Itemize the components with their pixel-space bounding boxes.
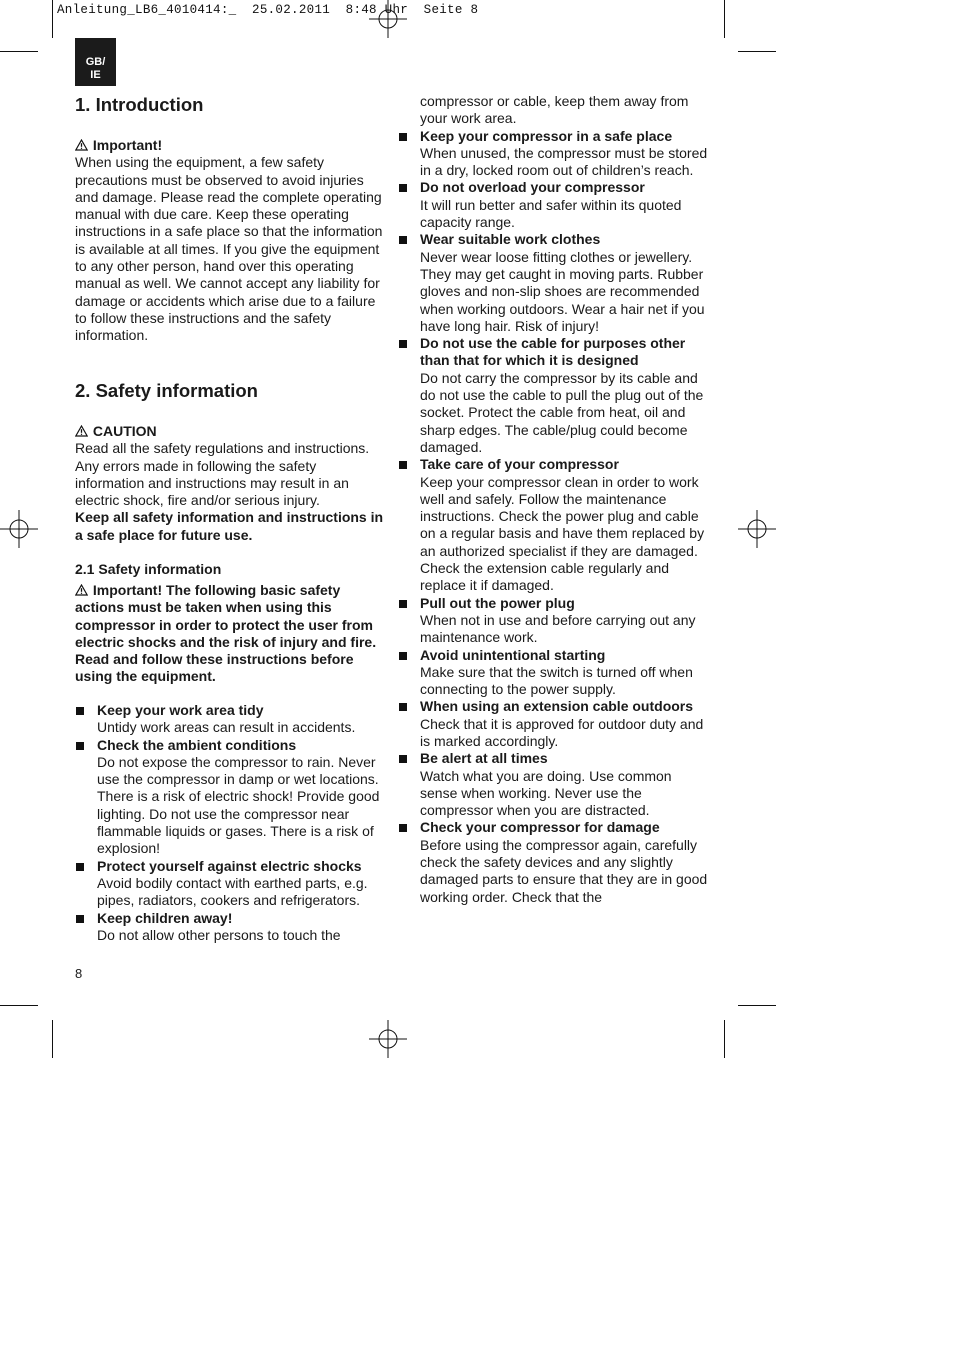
list-item-desc: Untidy work areas can result in accidents. <box>97 719 356 736</box>
list-item-title: Keep children away! <box>97 909 233 926</box>
list-item-title: Keep your work area tidy <box>97 702 264 718</box>
list-item-desc: Check that it is approved for outdoor duty and is marked accordingly. <box>420 715 704 749</box>
list-item-desc: When unused, the compressor must be stored in a dry, locked room out of children’s reach. <box>420 144 708 179</box>
list-item-title: Do not use the cable for purposes other than that for which it is designed <box>420 335 686 369</box>
crop-mark-tr-h <box>738 51 776 52</box>
crop-mark-br-h <box>738 1005 776 1006</box>
page-number: 8 <box>75 966 83 981</box>
list-item <box>398 456 708 594</box>
crop-mark-tl-h <box>0 51 38 52</box>
crop-mark-br-v <box>724 1020 725 1058</box>
intro-important-label-row <box>75 137 385 154</box>
list-item-desc: Keep your compressor clean in order to work well and safely. Follow the maintenance instructions. Check the power plug and cable on a regular basis and have them replaced by an authorized specialist if they are damaged. Check the extension cable regularly and replace it if damaged. <box>420 473 705 594</box>
list-item <box>75 858 385 910</box>
list-item-desc: compressor or cable, keep them away from your work area. <box>420 93 689 127</box>
bullet-square-icon <box>399 755 407 763</box>
list-item-title: Wear suitable work clothes <box>420 231 601 248</box>
language-badge <box>75 38 116 86</box>
list-item-desc: It will run better and safer within its quoted capacity range. <box>420 196 682 231</box>
registration-mark-right <box>738 510 776 548</box>
bullet-square-icon <box>76 863 84 871</box>
list-item-desc: Do not expose the compressor to rain. Never use the compressor in damp or wet locations. There is a risk of electric shock! Provide good lighting. Do not use the compressor near flammable liquids or gases. There is a risk of explosion! <box>97 753 380 857</box>
list-item <box>75 910 385 945</box>
list-item-title: Keep your compressor in a safe place <box>420 127 673 144</box>
list-item-title: Take care of your compressor <box>420 456 619 473</box>
bullet-square-icon <box>399 652 407 660</box>
list-item-desc: Do not allow other persons to touch the <box>97 926 341 943</box>
crop-mark-bl-h <box>0 1005 38 1006</box>
safety-subheading: 2.1 Safety information <box>75 561 222 577</box>
list-item-desc: Watch what you are doing. Use common sense when working. Never use the compressor when you are distracted. <box>420 767 672 819</box>
caution-body: Read all the safety regulations and instructions. Any errors made in following the safety information and instructions may result in an electric shock, fire and/or serious injury. <box>75 440 370 509</box>
bullet-square-icon <box>399 236 407 244</box>
bullet-square-icon <box>399 133 407 141</box>
bullet-square-icon <box>76 915 84 923</box>
list-item <box>398 231 708 335</box>
bullet-square-icon <box>399 340 407 348</box>
registration-mark-bottom <box>369 1020 407 1058</box>
list-item-desc: Before using the compressor again, carefully check the safety devices and any slightly damaged parts to ensure that they are in good working order. Check that the <box>420 836 708 905</box>
bullet-square-icon <box>399 461 407 469</box>
list-item-desc: When not in use and before carrying out any maintenance work. <box>420 611 696 646</box>
bullet-square-icon <box>399 824 407 832</box>
caution-label: CAUTION <box>92 423 157 439</box>
list-item <box>398 128 708 180</box>
list-item <box>398 750 708 819</box>
bullet-square-icon <box>399 703 407 711</box>
warning-triangle-icon <box>75 423 89 440</box>
list-item <box>398 819 708 905</box>
list-item-desc: Make sure that the switch is turned off when connecting to the power supply. <box>420 663 693 698</box>
right-column <box>398 93 708 906</box>
registration-mark-top <box>369 0 407 38</box>
intro-important-label: Important! <box>92 137 163 153</box>
list-item-title: Pull out the power plug <box>420 594 575 611</box>
crop-mark-bl-v <box>52 1020 53 1058</box>
list-item-desc: Never wear loose fitting clothes or jewellery. They may get caught in moving parts. Rubber gloves and non-slip shoes are recommended when working outdoors. Wear a hair net if you have long hair. Risk of injury! <box>420 248 705 334</box>
printer-slug: Anleitung_LB6_4010414:_ 25.02.2011 8:48 Uhr Seite 8 <box>57 3 479 17</box>
safety-heading: 2. Safety information <box>75 380 258 401</box>
list-item <box>398 647 708 699</box>
list-item <box>398 698 708 750</box>
left-bullet-list <box>75 702 385 944</box>
list-item-title: Check the ambient conditions <box>97 736 297 753</box>
list-item <box>398 595 708 647</box>
list-item <box>398 179 708 231</box>
registration-mark-left <box>0 510 38 548</box>
list-item-continuation <box>398 93 708 128</box>
warning-triangle-icon <box>75 582 89 599</box>
list-item <box>398 335 708 456</box>
warning-triangle-icon <box>75 137 89 154</box>
keep-safety-info: Keep all safety information and instructions in a safe place for future use. <box>75 509 384 543</box>
list-item-title: Do not overload your compressor <box>420 179 645 196</box>
list-item-desc: Avoid bodily contact with earthed parts, e.g. pipes, radiators, cookers and refrigerators. <box>97 874 368 909</box>
list-item-title: Avoid unintentional starting <box>420 646 606 663</box>
safety-caution-block <box>75 423 385 544</box>
bullet-square-icon <box>76 707 84 715</box>
basic-safety-actions-text: Important! The following basic safety actions must be taken when using this compressor in order to protect the user from electric shocks and the risk of injury and fire. Read and follow these instructions before using the equipment. <box>75 582 377 685</box>
bullet-square-icon <box>399 184 407 192</box>
caution-label-row <box>75 423 385 440</box>
language-badge-line2: IE <box>90 69 101 81</box>
list-item <box>75 702 385 737</box>
intro-important-block <box>75 137 385 345</box>
language-badge-line1: GB/ <box>85 56 106 68</box>
basic-safety-actions <box>75 582 385 686</box>
list-item-desc: Do not carry the compressor by its cable and do not use the cable to pull the plug out of the socket. Protect the cable from heat, oil and sharp edges. The cable/plug could become damaged. <box>420 369 704 455</box>
crop-mark-tl-v <box>52 0 53 38</box>
list-item-title: When using an extension cable outdoors <box>420 698 694 715</box>
intro-body: When using the equipment, a few safety precautions must be observed to avoid injuries and damage. Please read the complete operating manual with due care. Keep these operating instructions in a safe place so that the information is available at all times. If you give the equipment to any other person, hand over this operating manual as well. We cannot accept any liability for damage or accidents which arise due to a failure to follow these instructions and the safety information. <box>75 154 383 344</box>
intro-heading: 1. Introduction <box>75 94 204 115</box>
list-item-title: Be alert at all times <box>420 750 548 767</box>
list-item <box>75 737 385 858</box>
list-item-title: Protect yourself against electric shocks <box>97 857 362 874</box>
list-item-title: Check your compressor for damage <box>420 819 660 836</box>
bullet-square-icon <box>76 742 84 750</box>
crop-mark-tr-v <box>724 0 725 38</box>
bullet-square-icon <box>399 600 407 608</box>
